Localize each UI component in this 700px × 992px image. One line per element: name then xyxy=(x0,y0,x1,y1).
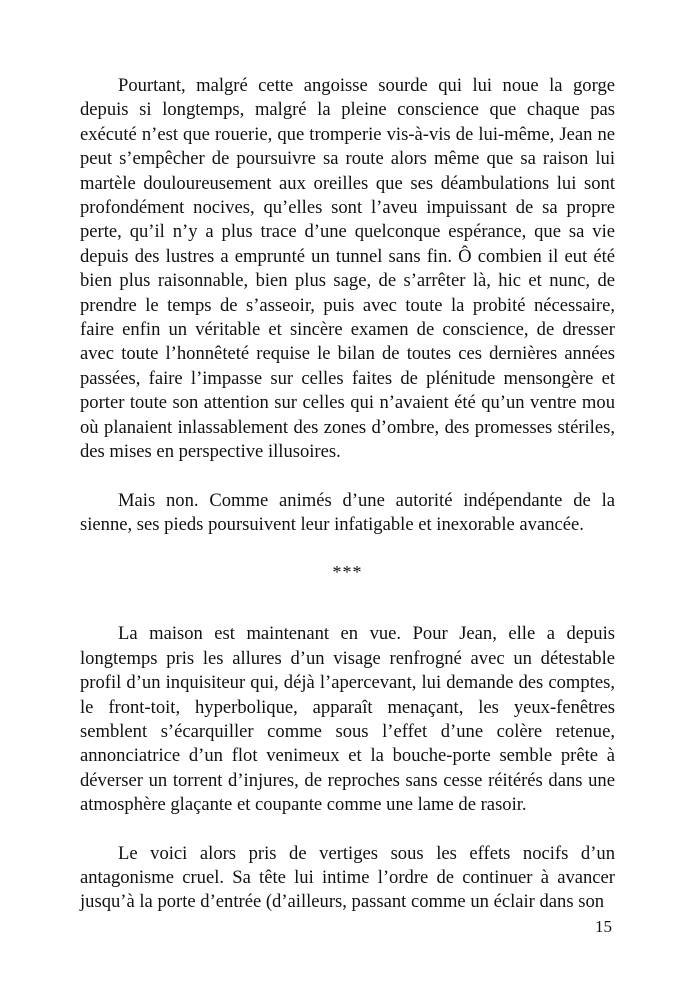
paragraph-4: Le voici alors pris de vertiges sous les effets nocifs d’un antagonisme cruel. Sa tête lui intime l’ordre de continuer à avancer jusqu’à la porte d’entrée (d’ailleurs, passant comme un éclair dans son xyxy=(80,842,615,913)
paragraph-1: Pourtant, malgré cette angoisse sourde qui lui noue la gorge depuis si longtemps, malgré la pleine conscience que chaque pas exécuté n’est que rouerie, que tromperie vis-à-vis de lui-même, Jean ne peut s’empêcher de poursuivre sa route alors même que sa raison lui martèle douloureusement aux oreilles que ses déambulations lui sont profondément nocives, qu’elles sont l’aveu impuissant de sa propre perte, qu’il n’y a plus trace d’une quelconque espérance, que sa vie depuis des lustres a emprunté un tunnel sans fin. Ô combien il eut été bien plus raisonnable, bien plus sage, de s’arrêter là, hic et nunc, de prendre le temps de s’asseoir, puis avec toute la probité nécessaire, faire enfin un véritable et sincère examen de conscience, de dresser avec toute l’honnêteté requise le bilan de toutes ces dernières années passées, faire l’impasse sur celles faites de plénitude mensongère et porter toute son attention sur celles qui n’avaient été qu’un ventre mou où planaient inlassablement des zones d’ombre, des promesses stériles, des mises en perspective illusoires. xyxy=(80,75,615,463)
paragraph-3: La maison est maintenant en vue. Pour Jean, elle a depuis longtemps pris les allures d’un visage renfrogné avec un détestable profil d’un inquisiteur qui, déjà l’apercevant, lui demande des comptes, le front-toit, hyperbolique, apparaît menaçant, les yeux-fenêtres semblent s’écarquiller comme sous l’effet d’une colère retenue, annonciatrice d’un flot venimeux et la bouche-porte semble prête à déverser un torrent d’injures, de reproches sans cesse réitérés dans une atmosphère glaçante et coupante comme une lame de rasoir. xyxy=(80,623,615,816)
paragraph-2: Mais non. Comme animés d’une autorité indépendante de la sienne, ses pieds poursuivent leur infatigable et inexorable avancée. xyxy=(80,489,615,535)
section-separator: *** xyxy=(332,562,363,583)
page-number: 15 xyxy=(595,917,612,936)
page-body xyxy=(80,74,615,915)
